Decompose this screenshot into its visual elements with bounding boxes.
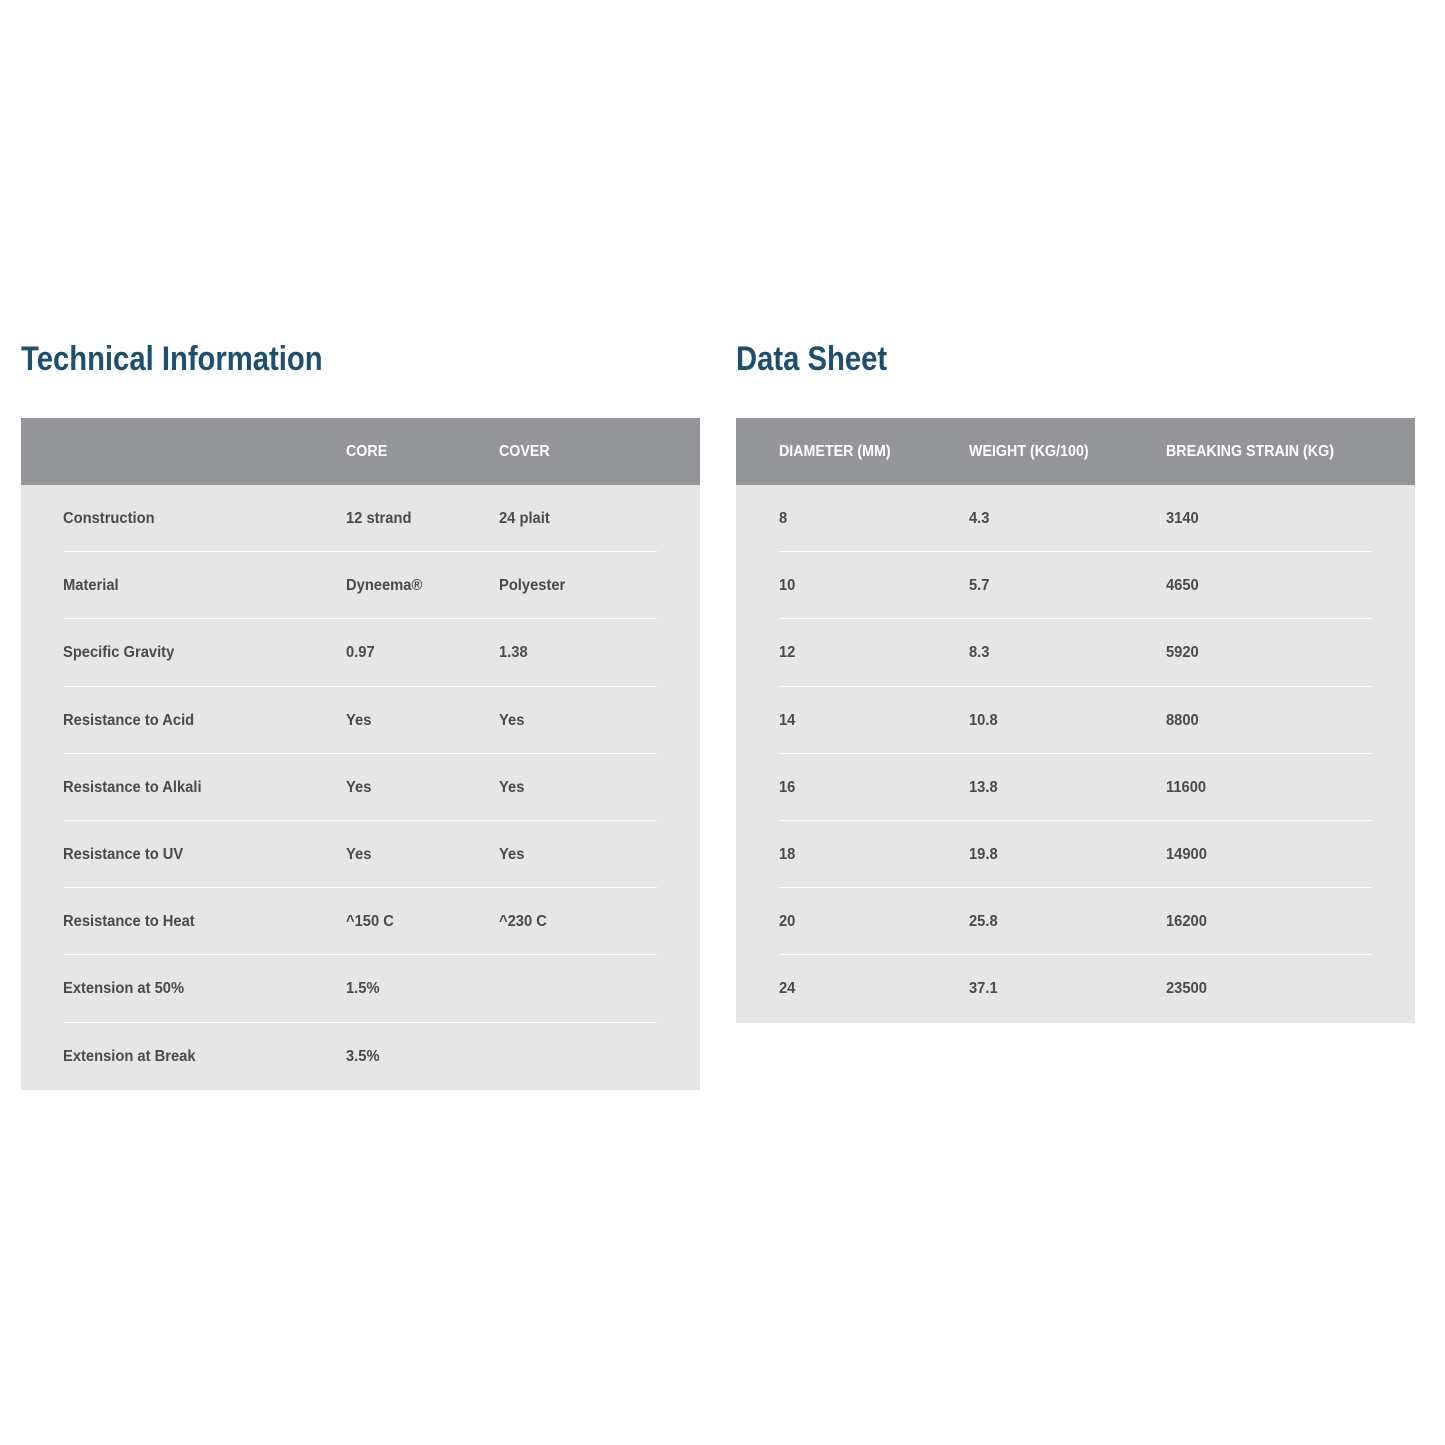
table-row	[21, 619, 700, 686]
table-row	[21, 1023, 700, 1090]
diameter-cell: 24	[779, 980, 796, 998]
diameter-cell: 18	[779, 845, 796, 863]
weight-cell: 5.7	[969, 577, 990, 595]
table-row	[21, 955, 700, 1022]
table-row	[736, 955, 1415, 1022]
cover-cell: ^230 C	[499, 913, 547, 931]
breaking-strain-cell: 23500	[1166, 980, 1207, 998]
cover-cell: 1.38	[499, 644, 528, 662]
data-sheet-title: Data Sheet	[736, 340, 888, 378]
breaking-strain-cell: 3140	[1166, 510, 1199, 527]
core-cell: ^150 C	[346, 913, 394, 931]
core-cell: 0.97	[346, 644, 375, 662]
diameter-cell: 20	[779, 913, 796, 931]
data-sheet-table	[736, 418, 1415, 1023]
property-cell: Construction	[63, 510, 155, 527]
weight-cell: 8.3	[969, 644, 990, 662]
property-cell: Extension at 50%	[63, 980, 185, 998]
column-header-diameter: DIAMETER (MM)	[779, 443, 891, 460]
table-row	[21, 552, 700, 619]
table-row	[21, 754, 700, 821]
breaking-strain-cell: 14900	[1166, 845, 1207, 863]
weight-cell: 4.3	[969, 510, 990, 527]
breaking-strain-cell: 11600	[1166, 778, 1207, 796]
core-cell: Yes	[346, 711, 372, 729]
table-row	[736, 619, 1415, 686]
core-cell: Yes	[346, 845, 372, 863]
diameter-cell: 14	[779, 711, 796, 729]
property-cell: Resistance to Alkali	[63, 778, 202, 796]
diameter-cell: 10	[779, 577, 796, 595]
table-row	[21, 888, 700, 955]
table-row	[21, 485, 700, 552]
column-header-breaking-strain: BREAKING STRAIN (KG)	[1166, 443, 1334, 460]
property-cell: Extension at Break	[63, 1047, 196, 1065]
table-row	[736, 888, 1415, 955]
weight-cell: 37.1	[969, 980, 998, 998]
property-cell: Specific Gravity	[63, 644, 175, 662]
table-header	[21, 418, 700, 485]
weight-cell: 19.8	[969, 845, 998, 863]
breaking-strain-cell: 16200	[1166, 913, 1207, 931]
cover-cell: Polyester	[499, 577, 566, 595]
weight-cell: 25.8	[969, 913, 998, 931]
table-row	[736, 754, 1415, 821]
diameter-cell: 12	[779, 644, 796, 662]
breaking-strain-cell: 8800	[1166, 711, 1199, 729]
technical-info-title: Technical Information	[21, 340, 323, 378]
table-row	[736, 687, 1415, 754]
property-cell: Resistance to Acid	[63, 711, 195, 729]
column-header-cover: COVER	[499, 443, 550, 460]
breaking-strain-cell: 5920	[1166, 644, 1199, 662]
technical-info-table	[21, 418, 700, 1090]
core-cell: Dyneema®	[346, 577, 423, 595]
cover-cell: Yes	[499, 711, 525, 729]
core-cell: 1.5%	[346, 980, 380, 998]
table-row	[21, 821, 700, 888]
cover-cell: 24 plait	[499, 510, 550, 527]
breaking-strain-cell: 4650	[1166, 577, 1199, 595]
table-body	[736, 485, 1415, 1023]
table-body	[21, 485, 700, 1090]
cover-cell: Yes	[499, 845, 525, 863]
table-header	[736, 418, 1415, 485]
diameter-cell: 16	[779, 778, 796, 796]
column-header-weight: WEIGHT (KG/100)	[969, 443, 1089, 460]
core-cell: 3.5%	[346, 1047, 380, 1065]
property-cell: Resistance to Heat	[63, 913, 195, 931]
table-row	[21, 687, 700, 754]
weight-cell: 10.8	[969, 711, 998, 729]
property-cell: Material	[63, 577, 119, 595]
diameter-cell: 8	[779, 510, 788, 527]
column-header-core: CORE	[346, 443, 388, 460]
table-row	[736, 552, 1415, 619]
weight-cell: 13.8	[969, 778, 998, 796]
table-row	[736, 821, 1415, 888]
property-cell: Resistance to UV	[63, 845, 184, 863]
cover-cell: Yes	[499, 778, 525, 796]
table-row	[736, 485, 1415, 552]
core-cell: 12 strand	[346, 510, 412, 527]
core-cell: Yes	[346, 778, 372, 796]
